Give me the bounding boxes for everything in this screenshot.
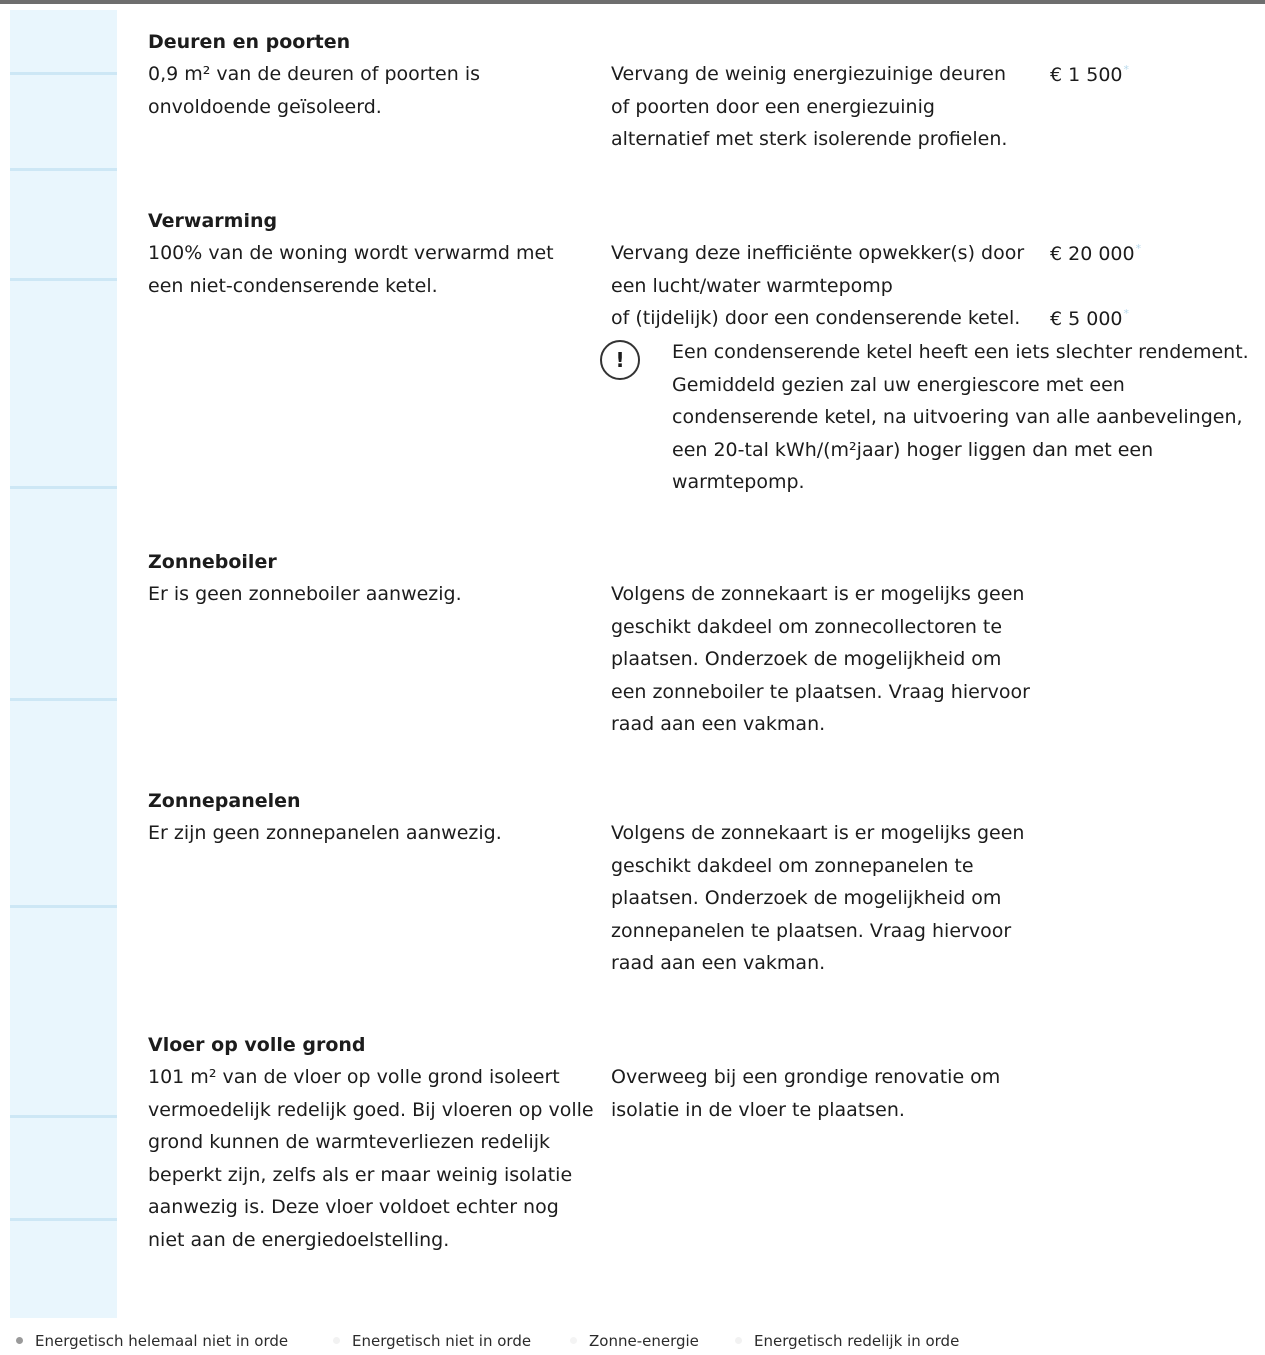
section-title: Vloer op volle grond — [148, 1034, 366, 1056]
advice-line: Vervang de weinig energiezuinige deuren — [611, 63, 1007, 85]
star-icon: * — [1135, 242, 1142, 255]
sidebar-stripe — [10, 10, 117, 1318]
section-advice — [611, 58, 1041, 156]
section-advice: Volgens de zonnekaart is er mogelijks geen geschikt dakdeel om zonnecollectoren te plaatsen. Onderzoek de mogelijkheid om een zonneboiler te plaatsen. Vraag hiervoor raad aan een vakman. — [611, 583, 1030, 736]
cost-estimate-alternative — [1050, 303, 1129, 338]
section-advice — [611, 237, 1041, 335]
section-advice: Overweeg bij een grondige renovatie om isolatie in de vloer te plaatsen. — [611, 1066, 1001, 1121]
star-icon: * — [1123, 63, 1130, 76]
legend-item — [333, 1328, 531, 1354]
section-status: 0,9 m² van de deuren of poorten is onvoldoende geïsoleerd. — [148, 63, 481, 118]
section-title: Deuren en poorten — [148, 31, 351, 53]
legend-dot-icon — [570, 1337, 577, 1344]
section-status: 100% van de woning wordt verwarmd met een niet-condenserende ketel. — [148, 242, 554, 297]
advice-line: Vervang deze inefficiënte opwekker(s) door — [611, 242, 1025, 264]
advice-line: een lucht/water warmtepomp — [611, 274, 893, 297]
legend-dot-icon — [333, 1337, 340, 1344]
advice-line: of (tijdelijk) door een condenserende ketel. — [611, 307, 1021, 330]
star-icon: * — [1123, 307, 1130, 320]
section-title: Zonnepanelen — [148, 790, 301, 812]
legend — [0, 1328, 1265, 1354]
cost-value: € 5 000 — [1050, 308, 1123, 330]
legend-item — [735, 1328, 959, 1354]
legend-dot-icon — [735, 1337, 742, 1344]
legend-item — [570, 1328, 699, 1354]
section-title: Verwarming — [148, 210, 278, 232]
legend-label: Energetisch niet in orde — [352, 1332, 532, 1350]
cost-value: € 1 500 — [1050, 64, 1123, 86]
section-advice: Volgens de zonnekaart is er mogelijks geen geschikt dakdeel om zonnepanelen te plaatsen. Onderzoek de mogelijkheid om zonnepanelen te plaatsen. Vraag hiervoor raad aan een vakman. — [611, 822, 1025, 975]
section-status: Er zijn geen zonnepanelen aanwezig. — [148, 822, 502, 844]
legend-label: Energetisch helemaal niet in orde — [35, 1332, 289, 1350]
legend-label: Energetisch redelijk in orde — [754, 1332, 960, 1350]
section-status: Er is geen zonneboiler aanwezig. — [148, 583, 462, 605]
advice-line: alternatief met sterk isolerende profielen. — [611, 128, 1008, 151]
section-status: 101 m² van de vloer op volle grond isoleert vermoedelijk redelijk goed. Bij vloeren op volle grond kunnen de warmteverliezen redelijk beperkt zijn, zelfs als er maar weinig isolatie aanwezig is. Deze vloer voldoet echter nog niet aan de energiedoelstelling. — [148, 1066, 594, 1251]
cost-estimate — [1050, 59, 1129, 94]
legend-item — [16, 1328, 288, 1354]
section-title: Zonneboiler — [148, 551, 277, 573]
cost-estimate — [1050, 238, 1141, 273]
warning-note: Een condenserende ketel heeft een iets slechter rendement. Gemiddeld gezien zal uw energiescore met een condenserende ketel, na uitvoering van alle aanbevelingen, een 20-tal kWh/(m²jaar) hoger liggen dan met een warmtepomp. — [672, 341, 1249, 494]
top-rule — [0, 0, 1265, 4]
exclamation-circle-icon: ! — [600, 340, 640, 380]
advice-line: of poorten door een energiezuinig — [611, 95, 935, 118]
legend-label: Zonne-energie — [589, 1332, 699, 1350]
cost-value: € 20 000 — [1050, 243, 1135, 265]
legend-dot-icon — [16, 1337, 23, 1344]
